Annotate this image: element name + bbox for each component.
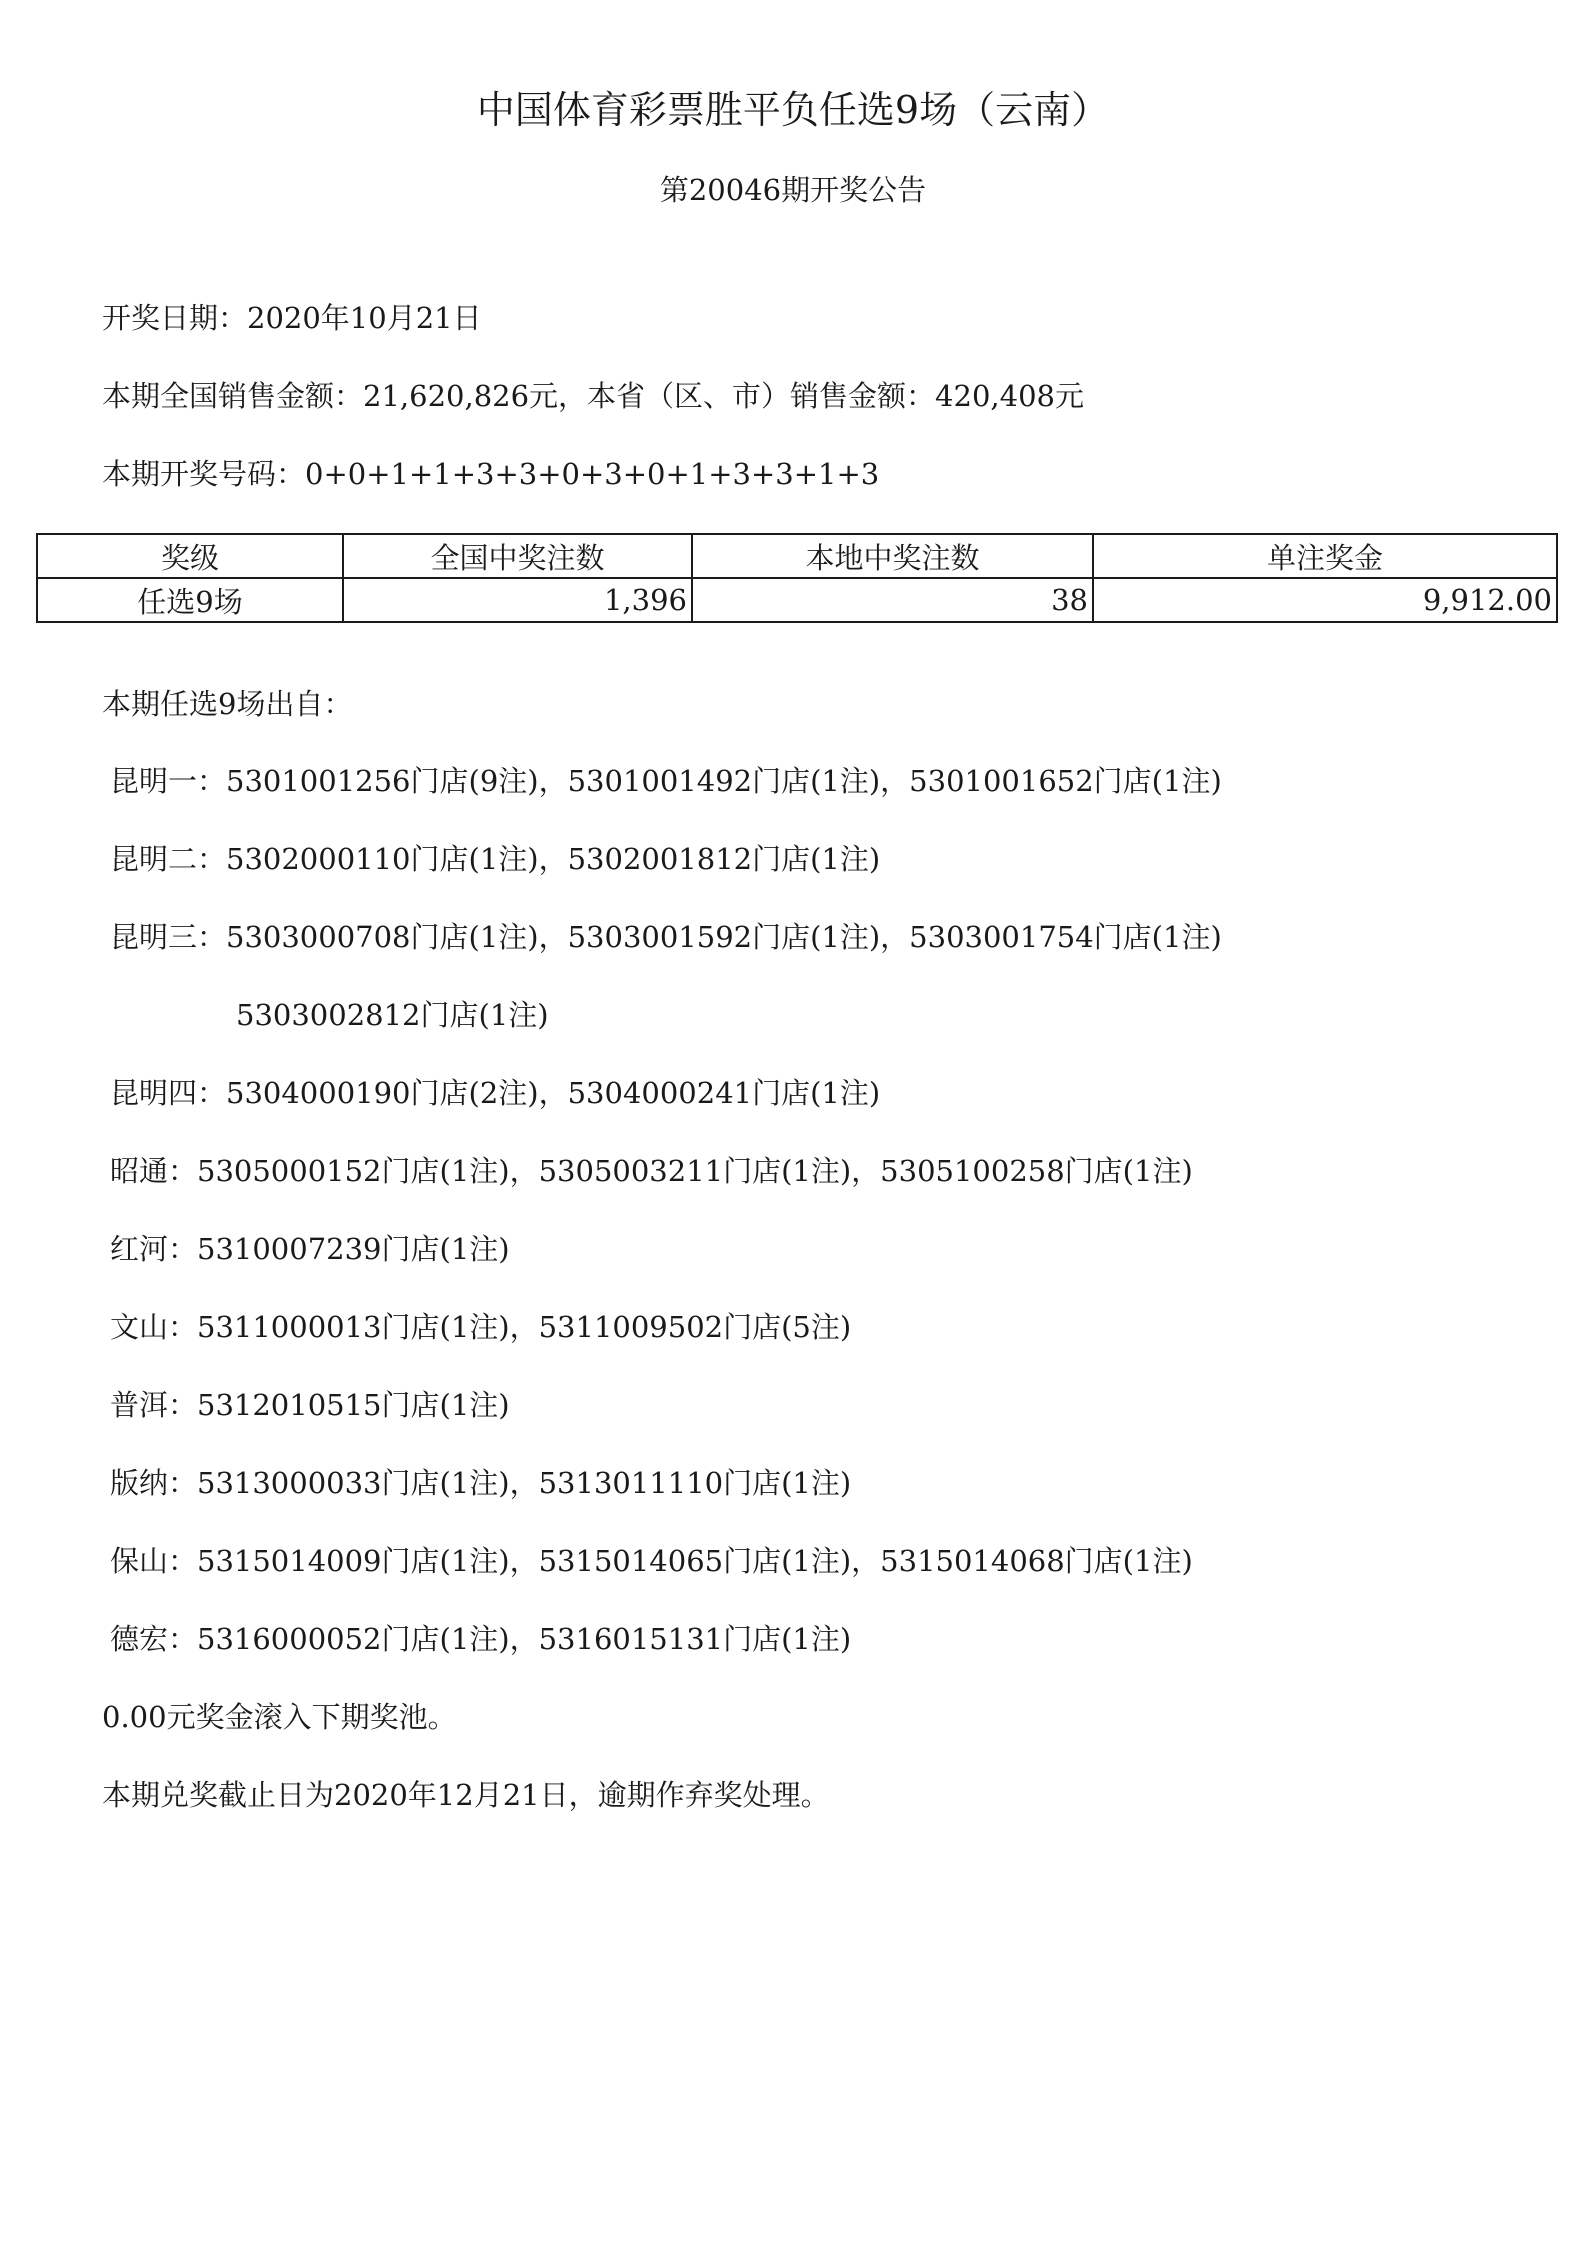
deadline-note: 本期兑奖截止日为2020年12月21日，逾期作弃奖处理。: [102, 1778, 830, 1812]
winner-line-kunming-3-cont: 5303002812门店(1注): [236, 998, 549, 1032]
winner-line-kunming-1: 昆明一：5301001256门店(9注)，5301001492门店(1注)，5301001652门店(1注): [110, 764, 1222, 798]
winner-line-banna: 版纳：5313000033门店(1注)，5313011110门店(1注): [110, 1466, 852, 1500]
col-header-prize: 单注奖金: [1093, 534, 1557, 578]
table-row: [37, 578, 1557, 622]
issue-subtitle: 第20046期开奖公告: [659, 173, 927, 207]
col-header-local: 本地中奖注数: [692, 534, 1093, 578]
winner-line-puer: 普洱：5312010515门店(1注): [110, 1388, 510, 1422]
winner-line-kunming-4: 昆明四：5304000190门店(2注)，5304000241门店(1注): [110, 1076, 881, 1110]
draw-date: 开奖日期：2020年10月21日: [102, 301, 482, 335]
cell-level: 任选9场: [37, 578, 343, 622]
prize-table: [36, 533, 1558, 623]
rollover-note: 0.00元奖金滚入下期奖池。: [102, 1700, 457, 1734]
cell-local-count: 38: [692, 578, 1093, 622]
cell-unit-prize: 9,912.00: [1093, 578, 1557, 622]
winning-numbers: 本期开奖号码：0+0+1+1+3+3+0+3+0+1+3+3+1+3: [102, 457, 880, 491]
col-header-level: 奖级: [37, 534, 343, 578]
winner-line-kunming-2: 昆明二：5302000110门店(1注)，5302001812门店(1注): [110, 842, 881, 876]
winner-line-baoshan: 保山：5315014009门店(1注)，5315014065门店(1注)，5315014068门店(1注): [110, 1544, 1193, 1578]
sales-amount: 本期全国销售金额：21,620,826元，本省（区、市）销售金额：420,408元: [102, 379, 1084, 413]
cell-national-count: 1,396: [343, 578, 692, 622]
winner-line-honghe: 红河：5310007239门店(1注): [110, 1232, 510, 1266]
page-title: 中国体育彩票胜平负任选9场（云南）: [476, 88, 1110, 132]
col-header-national: 全国中奖注数: [343, 534, 692, 578]
winners-intro: 本期任选9场出自：: [102, 687, 353, 721]
winner-line-wenshan: 文山：5311000013门店(1注)，5311009502门店(5注): [110, 1310, 852, 1344]
winner-line-zhaotong: 昭通：5305000152门店(1注)，5305003211门店(1注)，5305100258门店(1注): [110, 1154, 1193, 1188]
winner-line-dehong: 德宏：5316000052门店(1注)，5316015131门店(1注): [110, 1622, 852, 1656]
table-header-row: [37, 534, 1557, 578]
winner-line-kunming-3: 昆明三：5303000708门店(1注)，5303001592门店(1注)，5303001754门店(1注): [110, 920, 1222, 954]
